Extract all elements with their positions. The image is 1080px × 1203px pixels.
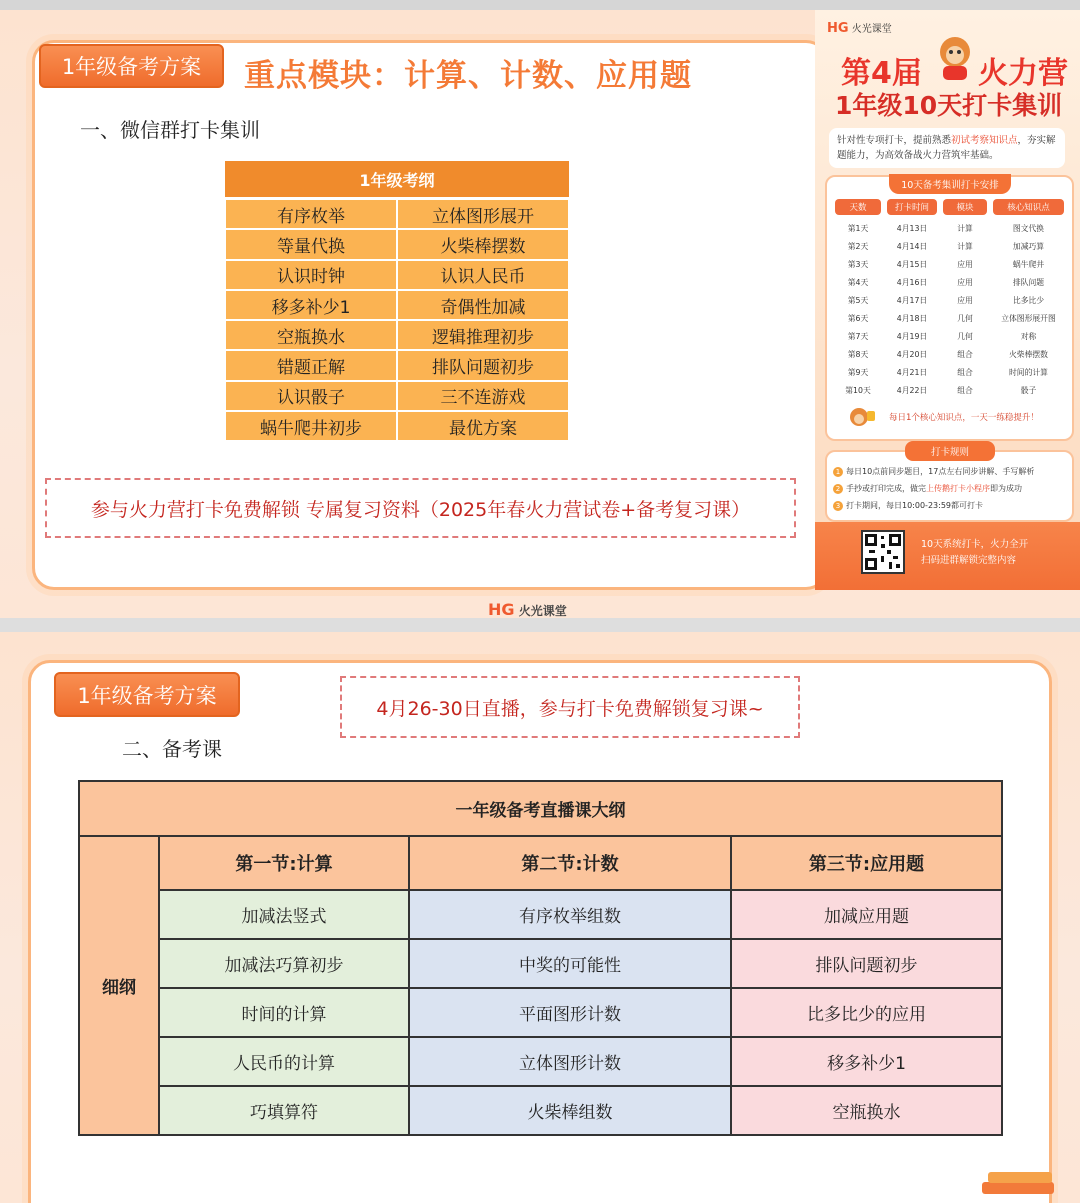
schedule-cell: 立体图形展开图: [1001, 314, 1056, 323]
schedule-header: 模块: [943, 199, 987, 215]
table-row: [225, 260, 569, 290]
schedule-row: [833, 346, 1066, 364]
schedule-panel: [825, 175, 1074, 441]
table-row: [225, 199, 569, 230]
schedule-cell: 蜗牛爬井: [1012, 260, 1045, 269]
table-cell: 加减法巧算初步: [159, 939, 409, 988]
course-outline-title: 一年级备考直播课大纲: [79, 781, 1002, 836]
table-cell: 移多补少1: [731, 1037, 1002, 1086]
schedule-cell: 4月20日: [896, 350, 928, 359]
table-cell: 三不连游戏: [397, 381, 569, 411]
table-cell: 火柴棒组数: [409, 1086, 731, 1135]
qr-caption-line: 扫码进群解锁完整内容: [921, 555, 1017, 566]
table-row: [79, 890, 1002, 939]
rule-text: 打卡期间，每日10:00-23:59都可打卡: [846, 501, 983, 510]
table-cell: 加减法竖式: [159, 890, 409, 939]
table-cell: 认识骰子: [225, 381, 397, 411]
schedule-cell: 时间的计算: [1009, 368, 1048, 377]
rule-text: 手抄或打印完成，做完: [846, 484, 926, 493]
table-row: [225, 350, 569, 380]
number-badge-icon: 1: [833, 467, 843, 477]
schedule-row: [833, 256, 1066, 274]
table-cell: 空瓶换水: [225, 320, 397, 350]
schedule-cell: 第2天: [847, 242, 869, 251]
promo-logo: [827, 20, 892, 36]
rule-text: 即为成功: [990, 484, 1022, 493]
table-cell: 空瓶换水: [731, 1086, 1002, 1135]
schedule-cell: 几何: [957, 314, 973, 323]
unlock-notice: 参与火力营打卡免费解锁 专属复习资料（2025年春火力营试卷+备考复习课）: [45, 478, 796, 538]
plan-tag: 1年级备考方案: [39, 44, 224, 88]
section-header: 第二节:计数: [409, 836, 731, 890]
schedule-cell: 对称: [1020, 332, 1037, 341]
qr-caption-line: 10天系统打卡，火力全开: [921, 539, 1029, 550]
schedule-cell: 第4天: [847, 278, 869, 287]
schedule-header: 打卡时间: [887, 199, 937, 215]
table-row: [225, 381, 569, 411]
schedule-cell: 4月14日: [896, 242, 928, 251]
table-cell: 巧填算符: [159, 1086, 409, 1135]
schedule-cell: 比多比少: [1012, 296, 1045, 305]
schedule-cell: 4月13日: [896, 224, 928, 233]
table-cell: 平面图形计数: [409, 988, 731, 1037]
live-notice: 4月26-30日直播，参与打卡免费解锁复习课~: [340, 676, 800, 738]
rule-item: [833, 483, 1022, 494]
schedule-header: 天数: [835, 199, 881, 215]
schedule-cell: 图文代换: [1012, 224, 1045, 233]
table-row: [79, 1086, 1002, 1135]
qr-code-icon[interactable]: [861, 530, 905, 574]
table-cell: 人民币的计算: [159, 1037, 409, 1086]
promo-poster: [815, 10, 1080, 590]
table-row: [225, 229, 569, 259]
schedule-cell: 几何: [957, 332, 973, 341]
table-cell: 蜗牛爬井初步: [225, 411, 397, 441]
schedule-footer: 每日1个核心知识点，一天一练稳提升！: [889, 413, 1039, 423]
rule-highlight: 上传鹅打卡小程序: [926, 484, 990, 493]
schedule-row: [833, 274, 1066, 292]
schedule-cell: 火柴棒摆数: [1009, 350, 1048, 359]
table-cell: 比多比少的应用: [731, 988, 1002, 1037]
schedule-cell: 第6天: [847, 314, 869, 323]
schedule-cell: 4月15日: [896, 260, 928, 269]
table-cell: 排队问题初步: [397, 350, 569, 380]
table-row: [225, 320, 569, 350]
table-cell: 认识时钟: [225, 260, 397, 290]
top-strip: [0, 0, 1080, 10]
outline-side-label: 细纲: [79, 836, 159, 1135]
section-header: 第三节:应用题: [731, 836, 1002, 890]
table-row: [225, 290, 569, 320]
schedule-cell: 第5天: [847, 296, 869, 305]
schedule-cell: 应用: [957, 296, 973, 305]
footer-logo: [488, 600, 567, 618]
table-cell: 时间的计算: [159, 988, 409, 1037]
rule-item: [833, 500, 983, 511]
plan-tag: 1年级备考方案: [54, 672, 240, 717]
table-cell: 等量代换: [225, 229, 397, 259]
table-cell: 最优方案: [397, 411, 569, 441]
schedule-title: 10天备考集训打卡安排: [889, 174, 1011, 194]
schedule-cell: 计算: [957, 242, 973, 251]
schedule-cell: 骰子: [1020, 386, 1037, 395]
schedule-row: [833, 238, 1066, 256]
schedule-cell: 第8天: [847, 350, 869, 359]
syllabus-table: [224, 161, 570, 442]
schedule-cell: 4月18日: [896, 314, 928, 323]
footer-logo-text: 火光课堂: [518, 604, 567, 618]
schedule-row: [833, 364, 1066, 382]
table-cell: 奇偶性加减: [397, 290, 569, 320]
monkey-mascot-icon: [933, 32, 977, 82]
table-row: [79, 988, 1002, 1037]
course-outline-table: [78, 780, 1003, 1136]
table-cell: 错题正解: [225, 350, 397, 380]
rule-text: 每日10点前同步题目，17点左右同步讲解、手写解析: [846, 467, 1035, 476]
trophy-mascot-icon: [847, 403, 877, 433]
promo-desc-highlight: 初试考察知识点: [951, 135, 1018, 146]
schedule-cell: 第7天: [847, 332, 869, 341]
table-cell: 立体图形展开: [397, 199, 569, 230]
schedule-cell: 第1天: [847, 224, 869, 233]
rules-title: 打卡规则: [905, 441, 995, 461]
schedule-cell: 应用: [957, 278, 973, 287]
schedule-cell: 计算: [957, 224, 973, 233]
section-header: 第一节:计算: [159, 836, 409, 890]
section-title: 一、微信群打卡集训: [80, 118, 260, 142]
schedule-row: [833, 292, 1066, 310]
schedule-row: [833, 220, 1066, 238]
promo-description: [829, 128, 1065, 168]
promo-desc-text: ，夯实解题能力，为高效备战火力营筑牢基础。: [837, 135, 1056, 161]
table-cell: 排队问题初步: [731, 939, 1002, 988]
page-title: 重点模块：计算、计数、应用题: [244, 58, 692, 94]
table-cell: 中奖的可能性: [409, 939, 731, 988]
schedule-cell: 组合: [957, 350, 973, 359]
schedule-cell: 加减巧算: [1012, 242, 1045, 251]
schedule-cell: 4月19日: [896, 332, 928, 341]
schedule-cell: 4月17日: [896, 296, 928, 305]
schedule-cell: 第10天: [845, 386, 871, 395]
schedule-cell: 4月21日: [896, 368, 928, 377]
table-row: [225, 411, 569, 441]
schedule-cell: 组合: [957, 368, 973, 377]
schedule-cell: 排队问题: [1012, 278, 1045, 287]
table-row: [79, 1037, 1002, 1086]
promo-desc-text: 针对性专项打卡，提前熟悉: [837, 135, 952, 146]
table-row: [79, 939, 1002, 988]
qr-caption: [921, 537, 1028, 569]
table-cell: 逻辑推理初步: [397, 320, 569, 350]
table-cell: 认识人民币: [397, 260, 569, 290]
promo-logo-text: 火光课堂: [851, 24, 892, 35]
schedule-row: [833, 328, 1066, 346]
schedule-cell: 第9天: [847, 368, 869, 377]
schedule-cell: 应用: [957, 260, 973, 269]
table-cell: 火柴棒摆数: [397, 229, 569, 259]
schedule-header: 核心知识点: [993, 199, 1064, 215]
schedule-cell: 组合: [957, 386, 973, 395]
schedule-cell: 第3天: [847, 260, 869, 269]
promo-title-camp: 火力营: [978, 56, 1068, 91]
number-badge-icon: 3: [833, 501, 843, 511]
section-title: 二、备考课: [122, 737, 222, 761]
table-cell: 加减应用题: [731, 890, 1002, 939]
schedule-row: [833, 382, 1066, 400]
schedule-row: [833, 310, 1066, 328]
slide-gap: [0, 618, 1080, 632]
syllabus-table-title: 1年级考纲: [225, 161, 569, 199]
rules-panel: [825, 447, 1074, 522]
promo-title-edition: 第4届: [841, 56, 922, 91]
table-cell: 有序枚举组数: [409, 890, 731, 939]
table-cell: 移多补少1: [225, 290, 397, 320]
rule-item: [833, 466, 1034, 477]
brand-mark-icon: HG: [827, 21, 849, 36]
schedule-cell: 4月22日: [896, 386, 928, 395]
schedule-cell: 4月16日: [896, 278, 928, 287]
books-icon: [980, 1168, 1058, 1202]
table-cell: 有序枚举: [225, 199, 397, 230]
brand-mark-icon: HG: [488, 600, 515, 618]
table-cell: 立体图形计数: [409, 1037, 731, 1086]
promo-subtitle: 1年级10天打卡集训: [835, 91, 1063, 120]
slide-1: [0, 10, 1080, 618]
number-badge-icon: 2: [833, 484, 843, 494]
